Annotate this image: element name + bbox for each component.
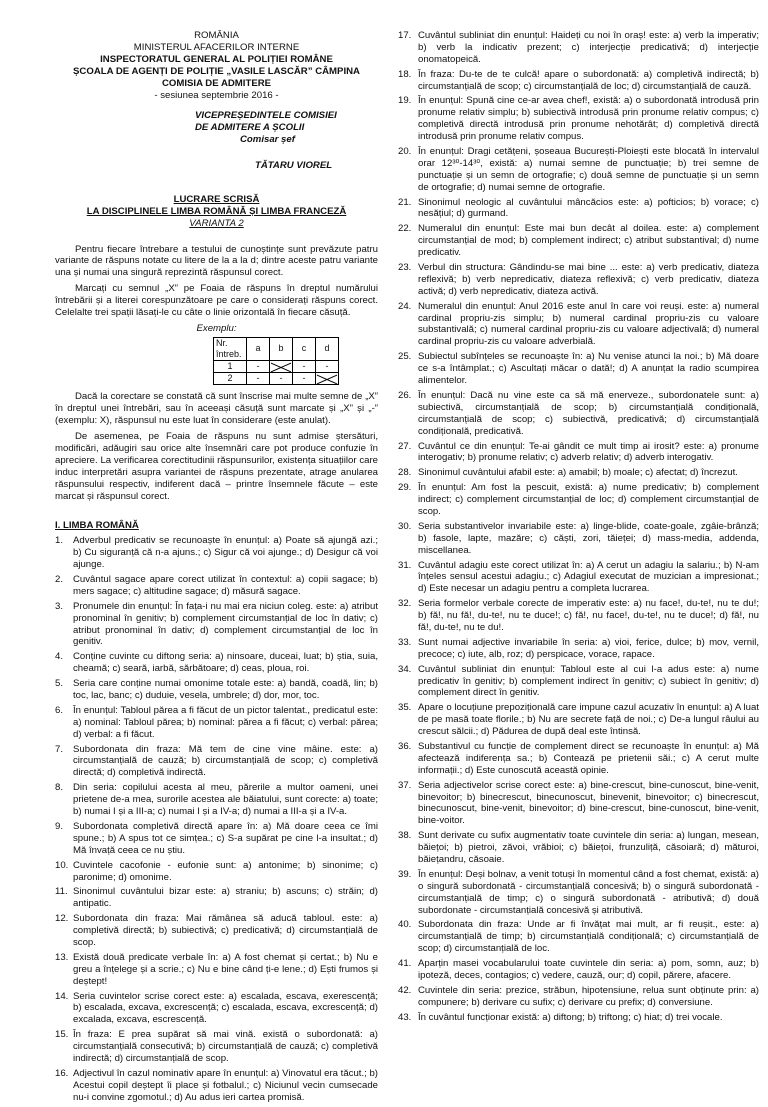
question-number: 9.	[55, 820, 64, 832]
question-number: 30.	[398, 520, 412, 532]
question-text: Din seria: copilului acesta al meu, părerile a multor oameni, unei prietene de-a mea, surorile acestea ale băiatului, sunt corecte: a) toate; b) numai I și a III-a; c) numai I și a IV-a; d) numai a III-a și a IV-a.	[73, 782, 378, 818]
question-text: În enunțul: Dacă nu vine este ca să mă enerveze., subordonatele sunt: a) subiectivă, circumstanțială de scop; b) circumstanțială condițională, circumstanțială de scop; c) subiectivă, predicativă; d) circumstanțială condițională, predicativă.	[418, 389, 759, 437]
question-item	[398, 958, 759, 982]
question-text: Numeralul din enunțul: Este mai bun decât al doilea. este: a) complement circumstanțial de mod; b) complement indirect; c) atribut substantival; d) nume predicativ.	[418, 223, 759, 259]
question-number: 34.	[398, 663, 412, 675]
question-text: Subiectul subînțeles se recunoaște în: a) Nu venise atunci la noi.; b) Mă doare ce s-a întâmplat.; c) Ascultați măcar o dată!; d) A anunțat la radio scumpirea alimentelor.	[418, 351, 759, 387]
question-item	[398, 780, 759, 828]
question-number: 20.	[398, 146, 412, 158]
question-item	[398, 351, 759, 387]
question-number: 16.	[55, 1067, 69, 1079]
question-number: 10.	[55, 859, 69, 871]
question-text: Verbul din structura: Gândindu-se mai bine ... este: a) verb predicativ, diateza reflexivă; b) verb nepredicativ, diateza reflexivă; c) verb predicativ, diateza activă; d) verb nepredicativ, diateza activă.	[418, 262, 759, 297]
question-text: Apare o locuțiune prepozițională care impune cazul acuzativ în enunțul: a) A luat de pe masă toate florile.; b) Nu are secrete față de noi.; c) De-a lungul râului au crescut sălcii.; d) Pădurea de după deal este întinsă.	[418, 702, 759, 738]
question-list	[398, 30, 759, 1024]
question-text: Cuvântul sagace apare corect utilizat în contextul: a) copii sagace; b) mers sagace; c) altitudine sagace; d) măsură sagace.	[73, 574, 378, 597]
x-mark-cell	[270, 361, 293, 373]
header-line: ȘCOALA DE AGENȚI DE POLIȚIE „VASILE LASCĂR” CÂMPINA	[73, 65, 360, 77]
question-item	[398, 598, 759, 634]
question-number: 36.	[398, 740, 412, 752]
question-number: 11.	[55, 886, 68, 898]
question-item	[55, 952, 378, 988]
instructions-paragraph: Marcați cu semnul „X” pe Foaia de răspuns în dreptul numărului întrebării și a literei corespunzătoare pe care o considerați răspuns corect. Celelalte trei spații lăsați-le cu câte o linie orizontală în fiecare căsuță.	[55, 283, 378, 319]
question-text: Cuvântul ce din enunțul: Te-ai gândit ce mult timp ai irosit? este: a) pronume interogativ; b) pronume relativ; c) adverb relativ; d) adverb interogativ.	[418, 440, 759, 464]
question-number: 18.	[398, 68, 412, 80]
question-item	[398, 521, 759, 557]
instructions-paragraph: Pentru fiecare întrebare a testului de cunoștințe sunt prevăzute patru variante de răspuns notate cu litere de la a la d; dintre aceste patru variante una și numai una singură reprezintă răspunsul corect.	[55, 243, 378, 279]
title-variant: VARIANTA 2	[189, 217, 244, 229]
document-title	[55, 194, 378, 230]
question-item	[398, 30, 759, 66]
header-line: INSPECTORATUL GENERAL AL POLIȚIEI ROMÂNE	[100, 53, 333, 65]
question-number: 12.	[55, 913, 69, 925]
question-item	[55, 705, 378, 741]
question-item	[398, 390, 759, 438]
question-item	[398, 301, 759, 349]
document-header	[55, 30, 378, 89]
question-number: 35.	[398, 702, 412, 714]
question-item	[55, 991, 378, 1027]
question-number: 31.	[398, 559, 412, 571]
question-text: Seria formelor verbale corecte de imperativ este: a) nu face!, du-te!, nu te du!; b) fă!, nu fă!, du-te!, nu te duce!; c) fă!, nu face!, du-te!, nu te duce!; d) fă!, nu fă!, du-te!, nu te du!.	[418, 598, 759, 633]
signature-name: TĂTARU VIOREL	[255, 160, 333, 172]
question-number: 33.	[398, 636, 412, 648]
question-text: În fraza: Du-te de te culcă! apare o subordonată: a) completivă indirectă; b) circumstanțială de scop; c) circumstanțială de loc; d) circumstanțială de cauză.	[418, 68, 759, 92]
table-cell: 1	[214, 361, 247, 373]
question-item	[398, 467, 759, 479]
question-text: Cuvântul subliniat din enunțul: Haideți cu noi în oraș! este: a) verb la imperativ; b) verb la indicativ prezent; c) interjecție predicativă; d) interjecție onomatopeică.	[418, 30, 759, 65]
question-item	[398, 560, 759, 596]
x-mark-cell	[316, 373, 339, 385]
question-text: Numeralul din enunțul: Anul 2016 este anul în care voi reuși. este: a) numeral cardinal propriu-zis simplu; b) numeral cardinal propriu-zis cu valoare substantivală; c) numeral cardinal propriu-zis cu valoare adjectivală; d) numeral cardinal propriu-zis cu valoare adverbială.	[418, 300, 759, 348]
question-text: În enunțul: Am fost la pescuit, există: a) nume predicativ; b) complement indirect; c) complement circumstanțial de loc; d) complement circumstanțial de scop.	[418, 482, 759, 517]
right-column	[398, 30, 759, 1027]
signature-role: DE ADMITERE A ȘCOLII	[195, 122, 305, 134]
question-text: Sinonimul neologic al cuvântului mâncăcios este: a) pofticios; b) vorace; c) nesățiul; d) gurmand.	[418, 196, 759, 220]
question-item	[398, 1012, 759, 1024]
question-item	[55, 1029, 378, 1065]
question-text: Conține cuvinte cu diftong seria: a) ninsoare, duceai, luat; b) știa, suia, cheamă; c) seară, iarbă, sărbătoare; d) ceas, ploua, roi.	[73, 651, 378, 675]
question-text: Seria substantivelor invariabile este: a) linge-blide, coate-goale, zgâie-brânză; b) fasole, lapte, mazăre; c) căști, zori, tăieței; d) mass-media, addenda, miscellanea.	[418, 520, 759, 556]
question-item	[55, 782, 378, 818]
question-number: 22.	[398, 223, 412, 235]
question-number: 5.	[55, 678, 64, 690]
question-text: În enunțul: Deși bolnav, a venit totuși în momentul când a fost chemat, există: a) o singură subordonată - circumstanțială concesivă; b) o singură subordonată - circumstanțială de timp; c) o singură subordonată - atributivă; d) două subordonate - circumstanțială concesivă și atributivă.	[418, 868, 759, 916]
table-cell: Nr. întreb.	[214, 337, 247, 360]
table-cell: -	[293, 361, 316, 373]
question-text: Există două predicate verbale în: a) A fost chemat și certat.; b) Nu e greu a înțelege și a scrie.; c) Nu e bine când ți-e lene.; d) Ești frumos și deștept!	[73, 951, 378, 987]
question-number: 25.	[398, 351, 412, 363]
question-item	[55, 860, 378, 884]
question-number: 4.	[55, 651, 64, 663]
question-number: 26.	[398, 389, 412, 401]
question-item	[398, 146, 759, 194]
question-number: 15.	[55, 1029, 69, 1041]
question-text: Adjectivul în cazul nominativ apare în enunțul: a) Vinovatul era tăcut.; b) Acestui copil deștept îi place și fotbalul.; c) Niciunul vecin cumsecade nu-i convine zgomotul.; d) Au adus ieri cartea promisă.	[73, 1067, 378, 1103]
question-item	[55, 821, 378, 857]
table-cell: -	[247, 361, 270, 373]
question-text: În enunțul: Tabloul părea a fi făcut de un pictor talentat., predicatul este: a) nominal: Tabloul părea; b) nominal: părea a fi făcut; c) verbal: părea; d) verbal: a fi făcut.	[73, 704, 378, 740]
question-number: 38.	[398, 830, 412, 842]
question-item	[398, 741, 759, 777]
question-item	[398, 262, 759, 298]
question-number: 6.	[55, 704, 64, 716]
question-item	[398, 223, 759, 259]
question-number: 29.	[398, 482, 412, 494]
question-text: În enunțul: Dragi cetățeni, șoseaua București-Ploiești este blocată în intervalul orar 12³⁰-14³⁰, există: a) numai semne de punctuație; b) trei semne de punctuație și un semn de ortografie; c) două semne de punctuație și un semn de ortografie; d) numai semne de ortografie.	[418, 146, 759, 193]
question-number: 32.	[398, 598, 412, 610]
question-number: 42.	[398, 984, 412, 996]
signature-block	[195, 110, 378, 172]
left-column	[55, 30, 378, 1107]
question-number: 13.	[55, 951, 69, 963]
question-item	[55, 574, 378, 598]
question-text: Seria adjectivelor scrise corect este: a) bine-crescut, bine-cunoscut, bine-venit, binevoitor; b) binecrescut, binecunoscut, binevenit, binevoitor; c) binecrescut, binecunoscut, bine-venit, binevoitor; d) bine-crescut, bine-cunoscut, bine-venit, bine-voitor.	[418, 779, 759, 827]
table-cell: 2	[214, 373, 247, 385]
question-number: 14.	[55, 990, 69, 1002]
question-number: 17.	[398, 30, 412, 41]
question-item	[55, 1068, 378, 1104]
question-text: În enunțul: Spună cine ce-ar avea chef!, există: a) o subordonată introdusă prin pronume relativ simplu; b) subiectivă introdusă prin pronume relativ compus; c) completivă directă introdusă prin pronume nehotărât; d) completivă directă introdusă prin pronume relativ compus.	[418, 95, 759, 143]
question-number: 8.	[55, 782, 64, 794]
question-number: 40.	[398, 919, 412, 931]
instructions-paragraph: De asemenea, pe Foaia de răspuns nu sunt admise ștersături, modificări, adăugiri sau orice alte însemnări care pot produce confuzie în apreciere. La verificarea corectitudinii răspunsurilor, existența situațiilor care induc interpretări asupra variantei de răspuns prezentate, atrage anularea răspunsului respectiv, indiferent dacă – printre însemnele făcute – este marcat și răspunsul corect.	[55, 431, 378, 502]
question-item	[398, 637, 759, 661]
question-text: Aparțin masei vocabularului toate cuvintele din seria: a) pom, somn, auz; b) ipoteză, deces, contagios; c) vedere, cauză, our; d) copil, părere, afacere.	[418, 958, 759, 982]
question-item	[398, 69, 759, 93]
title-line: LUCRARE SCRISĂ	[173, 193, 260, 205]
question-text: Subordonata din fraza: Mai rămânea să aducă tabloul. este: a) completivă directă; b) subiectivă; c) predicativă; d) circumstanțială de scop.	[73, 913, 378, 948]
question-text: Sunt derivate cu sufix augmentativ toate cuvintele din seria: a) lungan, mesean, băiețoi; b) pietroi, zăvoi, vrăbioi; c) băiețoi, frunzuliță, căsoiară; d) măturoi, băiețandru, căsoaie.	[418, 830, 759, 865]
question-item	[55, 651, 378, 675]
table-cell: b	[270, 337, 293, 360]
question-text: În fraza: E prea supărat să mai vină. există o subordonată: a) circumstanțială consecutivă; b) circumstanțială de cauză; c) completivă indirectă; d) circumstanțială de scop.	[73, 1029, 378, 1064]
question-list	[55, 535, 378, 1103]
question-text: Subordonata din fraza: Mă tem de cine vine mâine. este: a) circumstanțială de cauză; b) circumstanțială de scop; c) completivă directă; d) completivă indirectă.	[73, 743, 378, 779]
table-cell: a	[247, 337, 270, 360]
table-cell: d	[316, 337, 339, 360]
instructions-paragraph: Dacă la corectare se constată că sunt înscrise mai multe semne de „X” în dreptul unei întrebări, sau în aceeași căsuță sunt marcate și „X” și „-” (exemplu: X), răspunsul nu este luat în considerare (este anulat).	[55, 391, 378, 427]
question-number: 24.	[398, 300, 412, 312]
question-number: 37.	[398, 779, 412, 791]
question-text: Cuvântul adagiu este corect utilizat în: a) A cerut un adagiu la salariu.; b) N-am înțeles sensul acestui adagiu.; c) Adagiul executat de muzician a impresionat.; d) Este necesar un adagiu pentru a completa lucrarea.	[418, 559, 759, 595]
question-text: Sinonimul cuvântului bizar este: a) straniu; b) ascuns; c) străin; d) antipatic.	[73, 886, 378, 910]
question-number: 2.	[55, 574, 64, 586]
table-cell: -	[270, 373, 293, 385]
question-text: Cuvântul subliniat din enunțul: Tabloul este al cui l-a adus este: a) nume predicativ în genitiv; b) complement indirect în genitiv; c) subiect în genitiv; d) complement direct în genitiv.	[418, 663, 759, 699]
question-item	[398, 919, 759, 955]
table-row	[214, 373, 339, 385]
header-line: MINISTERUL AFACERILOR INTERNE	[133, 41, 300, 53]
question-text: În cuvântul funcționar există: a) diftong; b) triftong; c) hiat; d) trei vocale.	[418, 1011, 723, 1023]
question-number: 21.	[398, 196, 412, 208]
question-item	[55, 744, 378, 780]
question-number: 3.	[55, 600, 64, 612]
question-number: 7.	[55, 743, 64, 755]
question-number: 28.	[398, 467, 412, 479]
question-item	[398, 197, 759, 221]
question-number: 23.	[398, 262, 412, 274]
question-number: 39.	[398, 868, 412, 880]
header-line: ROMÂNIA	[194, 30, 239, 41]
question-number: 19.	[398, 95, 412, 107]
question-text: Adverbul predicativ se recunoaște în enunțul: a) Poate să ajungă azi.; b) Cu siguranță că n-a ajuns.; c) Sigur că voi ajunge.; d) Desigur că voi ajunge.	[73, 535, 378, 571]
section-title: I. LIMBA ROMÂNĂ	[55, 520, 139, 532]
question-item	[398, 830, 759, 866]
question-item	[398, 664, 759, 700]
table-cell: c	[293, 337, 316, 360]
question-item	[398, 702, 759, 738]
question-text: Cuvintele cacofonie - eufonie sunt: a) antonime; b) sinonime; c) paronime; d) omonime.	[73, 859, 378, 883]
question-text: Sinonimul cuvântului afabil este: a) amabil; b) moale; c) afectat; d) încrezut.	[418, 467, 738, 479]
question-item	[55, 601, 378, 649]
example-table	[213, 337, 339, 386]
question-item	[398, 441, 759, 465]
question-item	[398, 482, 759, 518]
question-item	[55, 678, 378, 702]
question-text: Substantivul cu funcție de complement direct se recunoaște în enunțul: a) Mă afectează indiferența sa.; b) Contează pe prietenii săi.; c) A cerut multe informații.; d) Este cunoscută această opinie.	[418, 740, 759, 776]
question-item	[55, 913, 378, 949]
question-text: Subordonata completivă directă apare în: a) Mă doare ceea ce îmi spune.; b) A spus tot ce simțea.; c) S-a supărat pe cine l-a insultat.; d) Mă învață ceea ce nu știu.	[73, 820, 378, 856]
question-item	[398, 95, 759, 143]
question-number: 41.	[398, 958, 412, 970]
title-line: LA DISCIPLINELE LIMBA ROMÂNĂ ȘI LIMBA FRANCEZĂ	[86, 205, 347, 217]
header-line: COMISIA DE ADMITERE	[161, 77, 272, 89]
question-text: Pronumele din enunțul: În fața-i nu mai era niciun coleg. este: a) atribut pronominal în genitiv; b) complement circumstanțial de loc în dativ; c) atribut pronominal în dativ; d) complement circumstanțial de loc în genitiv.	[73, 600, 378, 648]
signature-role: VICEPREȘEDINTELE COMISIEI	[195, 110, 337, 122]
question-text: Seria cuvintelor scrise corect este: a) escalada, escava, exerescență; b) escalada, excava, excrescență; c) escalada, escava, excrescență; d) excalada, excava, escrescență.	[73, 990, 378, 1026]
question-text: Seria care conține numai omonime totale este: a) bandă, coadă, lin; b) toc, lac, banc; c) duduie, vesela, umbrele; d) dor, mor, toc.	[73, 678, 378, 702]
question-item	[55, 886, 378, 910]
question-item	[398, 985, 759, 1009]
question-number: 27.	[398, 440, 412, 452]
table-cell: -	[247, 373, 270, 385]
table-row	[214, 337, 339, 360]
table-cell: -	[316, 361, 339, 373]
table-cell: -	[293, 373, 316, 385]
question-text: Sunt numai adjective invariabile în seria: a) vioi, ferice, dulce; b) mov, vernil, precoce; c) iute, alb, roz; d) perspicace, vorace, rapace.	[418, 636, 759, 660]
question-text: Subordonata din fraza: Unde ar fi învățat mai mult, ar fi reușit., este: a) circumstanțială de timp; b) circumstanțială condițională; c) circumstanțială de scop; d) circumstanțială de loc.	[418, 919, 759, 955]
signature-rank: Comisar șef	[240, 134, 295, 146]
table-row	[214, 361, 339, 373]
question-item	[398, 869, 759, 917]
question-number: 1.	[55, 535, 64, 547]
question-item	[55, 535, 378, 571]
question-number: 43.	[398, 1011, 412, 1023]
example-label: Exemplu:	[196, 322, 237, 334]
question-text: Cuvintele din seria: prezice, străbun, hipotensiune, reluа sunt obținute prin: a) compunere; b) derivare cu sufix; c) derivare cu prefix; d) conversiune.	[418, 984, 759, 1008]
session-line: - sesiunea septembrie 2016 -	[154, 90, 279, 102]
